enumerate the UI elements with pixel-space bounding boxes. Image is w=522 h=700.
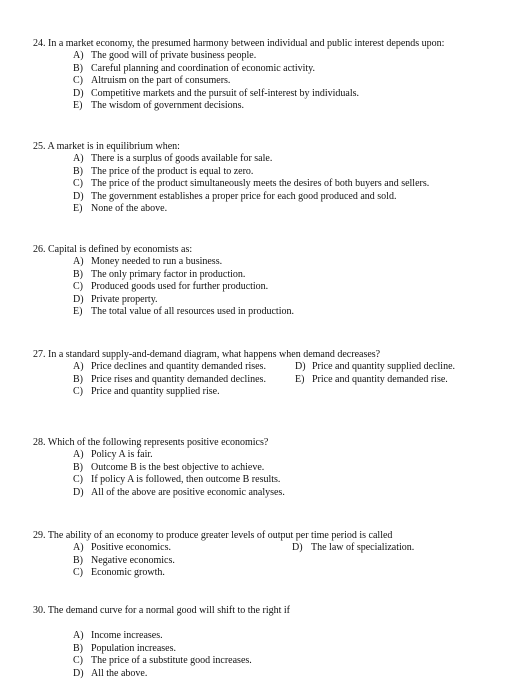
- answer-row: [33, 386, 516, 398]
- answer-option: [33, 153, 516, 165]
- answer-option: [33, 256, 516, 268]
- option-letter: C): [73, 386, 83, 398]
- answer-option: [33, 630, 516, 642]
- answer-option: [33, 281, 516, 293]
- answer-option: [33, 655, 516, 667]
- option-text: All of the above are positive economic analyses.: [91, 486, 285, 498]
- option-text: Price and quantity supplied rise.: [91, 386, 220, 398]
- option-text: The government establishes a proper price for each good produced and sold.: [91, 190, 397, 202]
- option-text: None of the above.: [91, 202, 168, 214]
- question-25: [33, 141, 516, 215]
- question-stem: 24. In a market economy, the presumed harmony between individual and public interest depends upon:: [33, 38, 445, 49]
- answer-row: [33, 542, 516, 554]
- answer-option: [33, 474, 516, 486]
- option-letter: D): [73, 293, 84, 305]
- answer-option: [33, 191, 516, 203]
- option-text: Private property.: [91, 293, 158, 305]
- option-letter: C): [73, 75, 83, 87]
- option-text: The only primary factor in production.: [91, 268, 246, 280]
- option-text: Produced goods used for further production.: [91, 281, 269, 293]
- option-text: The price of the product is equal to zero.: [91, 165, 254, 177]
- answer-option: [33, 449, 516, 461]
- option-letter: D): [73, 486, 84, 498]
- option-letter: E): [73, 305, 83, 317]
- answer-option: [33, 75, 516, 87]
- option-text: Competitive markets and the pursuit of self-interest by individuals.: [91, 87, 360, 99]
- option-text: Price and quantity supplied decline.: [312, 361, 456, 373]
- question-stem: 26. Capital is defined by economists as:: [33, 244, 193, 255]
- option-letter: D): [73, 87, 84, 99]
- option-letter: E): [73, 99, 83, 111]
- option-letter: B): [73, 165, 83, 177]
- option-letter: E): [73, 202, 83, 214]
- answer-option: [33, 50, 516, 62]
- option-letter: A): [73, 153, 84, 165]
- question-stem: 29. The ability of an economy to produce greater levels of output per time period is called: [33, 530, 393, 541]
- option-letter: C): [73, 178, 83, 190]
- option-letter: C): [73, 281, 83, 293]
- option-text: Money needed to run a business.: [91, 256, 223, 268]
- option-letter: D): [295, 361, 306, 373]
- option-text: All the above.: [91, 667, 148, 679]
- option-text: The price of the product simultaneously meets the desires of both buyers and sellers.: [91, 178, 430, 190]
- option-text: Positive economics.: [91, 542, 171, 554]
- option-letter: D): [73, 190, 84, 202]
- question-30: [33, 605, 516, 680]
- option-letter: A): [73, 542, 84, 554]
- question-stem: 28. Which of the following represents positive economics?: [33, 437, 269, 448]
- answer-option: [33, 178, 516, 190]
- question-stem: 27. In a standard supply-and-demand diagram, what happens when demand decreases?: [33, 349, 381, 360]
- answer-option: [33, 88, 516, 100]
- answer-option: [33, 63, 516, 75]
- option-text: Population increases.: [91, 642, 176, 654]
- answer-option: [33, 294, 516, 306]
- option-text: There is a surplus of goods available for sale.: [91, 153, 273, 165]
- option-letter: C): [73, 655, 83, 667]
- answer-option: [33, 643, 516, 655]
- question-27: [33, 349, 516, 399]
- option-letter: B): [73, 268, 83, 280]
- option-letter: B): [73, 642, 83, 654]
- question-26: [33, 244, 516, 318]
- answer-row: [33, 374, 516, 386]
- option-text: Price declines and quantity demanded rises.: [91, 361, 266, 373]
- answer-row: [33, 361, 516, 373]
- option-text: The good will of private business people.: [91, 50, 257, 62]
- answer-option: [33, 487, 516, 499]
- option-letter: A): [73, 256, 84, 268]
- answer-option: [33, 306, 516, 318]
- option-letter: D): [73, 667, 84, 679]
- option-letter: B): [73, 461, 83, 473]
- answer-option: [33, 203, 516, 215]
- option-text: Income increases.: [91, 630, 163, 642]
- option-text: Economic growth.: [91, 567, 165, 579]
- question-29: [33, 530, 516, 580]
- answer-row: [33, 567, 516, 579]
- option-text: The total value of all resources used in production.: [91, 305, 294, 317]
- question-24: [33, 38, 516, 112]
- option-text: Price rises and quantity demanded declines.: [91, 373, 266, 385]
- option-letter: A): [73, 50, 84, 62]
- answer-row: [33, 555, 516, 567]
- option-text: If policy A is followed, then outcome B results.: [91, 474, 281, 486]
- option-letter: B): [73, 554, 83, 566]
- question-stem: 25. A market is in equilibrium when:: [33, 141, 180, 152]
- answer-option: [33, 269, 516, 281]
- option-text: Policy A is fair.: [91, 449, 153, 461]
- option-letter: E): [295, 373, 305, 385]
- option-text: The wisdom of government decisions.: [91, 99, 245, 111]
- answer-option: [33, 462, 516, 474]
- option-text: Careful planning and coordination of economic activity.: [91, 62, 316, 74]
- option-text: Price and quantity demanded rise.: [312, 373, 448, 385]
- option-text: Altruism on the part of consumers.: [91, 75, 231, 87]
- option-letter: B): [73, 373, 83, 385]
- option-text: The law of specialization.: [311, 542, 415, 554]
- answer-option: [33, 166, 516, 178]
- option-letter: C): [73, 474, 83, 486]
- answer-option: [33, 100, 516, 112]
- option-letter: A): [73, 449, 84, 461]
- option-letter: A): [73, 630, 84, 642]
- option-letter: B): [73, 62, 83, 74]
- option-text: Negative economics.: [91, 554, 175, 566]
- option-letter: C): [73, 567, 83, 579]
- option-letter: A): [73, 361, 84, 373]
- question-stem: 30. The demand curve for a normal good will shift to the right if: [33, 605, 290, 616]
- option-letter: D): [292, 542, 303, 554]
- option-text: Outcome B is the best objective to achieve.: [91, 461, 265, 473]
- option-text: The price of a substitute good increases.: [91, 655, 252, 667]
- answer-option: [33, 668, 516, 680]
- question-28: [33, 437, 516, 499]
